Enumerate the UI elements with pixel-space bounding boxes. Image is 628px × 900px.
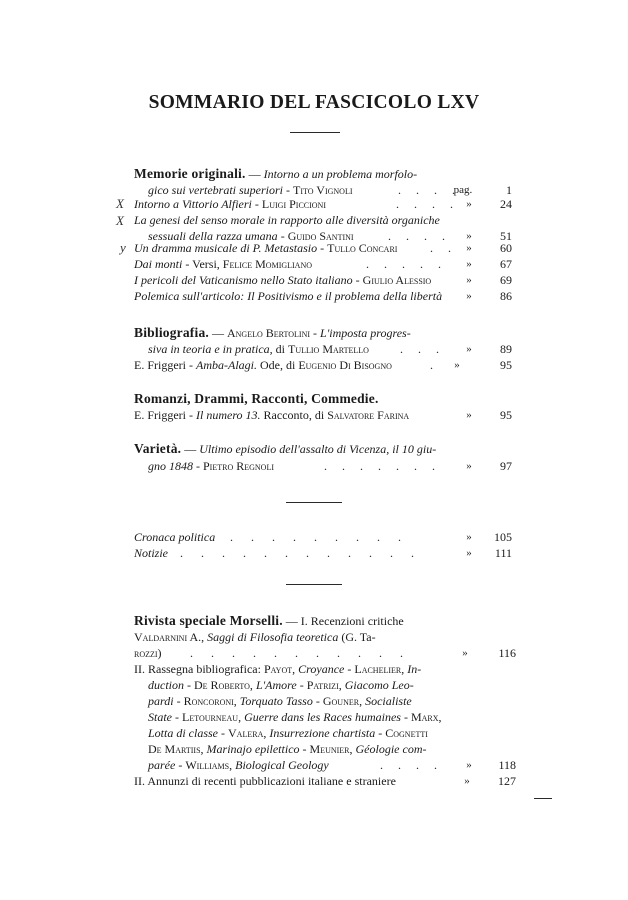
memorie-entry-4-page: 60 — [500, 241, 512, 255]
bibliografia-entry-1-page: 89 — [500, 342, 512, 356]
rivista-r1-page: 116 — [498, 646, 516, 660]
cronaca-label: Cronaca politica — [134, 530, 216, 544]
varieta-entry-1-page: 97 — [500, 459, 512, 473]
document-page: SOMMARIO DEL FASCICOLO LXV Memorie originali. — Intorno a un problema morfolo- gico sui vertebrati superiori - Tito Vignoli . . . . pag. 1 X Intorno a Vittorio Alfieri - Luigi Piccioni . . . . » 24 X La genesi del senso morale in rapporto alle diversità organiche sessuali della razza umana - Guido Santini . . . . » 51 y Un dramma musicale di P. Metastasio - Tullo Concari . . » 60 Dai monti - Versi, Felice Momigliano . . . . . » 67 I pericoli del Vaticanismo nello Stato italiano - Giulio Alessio » 69 Polemica sull'articolo: Il Positivismo e il problema della libertà » 86 Bibliografia. — Angelo Bertolini - L'imposta progres- siva in teoria e in pratica, di Tullio Martello . . . » 89 E. Friggeri - Amba-Alagi. Ode, di Eugenio Di Bisogno . » 95 Romanzi, Drammi, Racconti, Commedie. E. Friggeri - Il numero 13. Racconto, di Salvatore Farina » 95 Varietà. — Ultimo episodio dell'assalto di Vicenza, il 10 giu- gno 1848 - Pietro Regnoli . . . . . . . » 97 Cronaca politica . . . . . . . . . » 105 Notizie . . . . . . . . . . . . » 111 Rivista speciale Morselli. — I. Recenzioni critiche Valdarnini A., Saggi di Filosofia teoretica (G. Ta- rozzi) . . . . . . . . . . . » 116 II. Rassegna bibliografica: Payot, Croyance - Lachelier, In- duction - De Roberto, L'Amore - Patrizi, Giacomo Leo- pardi - Roncoroni, Torquato Tasso - Gouner, Socialiste State - Letourneau, Guerre dans les Races humaines - Marx, Lotta di classe - Valera, Insurrezione chartista - Cognetti De Martiis, Marinajo epilettico - Meunier, Géologie com- parée - Williams, Biological Geology . . . . » 118 II. Annunzi di recenti pubblicazioni italiane e straniere » 127 — [0, 0, 628, 900]
romanzi-entry-1-page: 95 — [500, 408, 512, 422]
varieta-heading: Varietà. — [134, 441, 182, 456]
x-mark-3: y — [120, 240, 126, 255]
page-title: SOMMARIO DEL FASCICOLO LXV — [148, 92, 480, 113]
section-rule-2 — [286, 584, 342, 585]
memorie-entry-5-page: 67 — [500, 257, 512, 271]
x-mark-1: X — [116, 196, 124, 211]
memorie-entry-6-page: 69 — [500, 273, 512, 287]
memorie-entry-1-author: Tito Vignoli — [293, 183, 353, 197]
section-rule-1 — [286, 502, 342, 503]
end-rule — [534, 798, 552, 799]
memorie-entry-3-page: 51 — [500, 229, 512, 243]
notizie-label: Notizie — [134, 546, 169, 560]
memorie-heading: Memorie originali. — [134, 166, 246, 181]
memorie-entry-1-title: Intorno a un problema morfolo- — [263, 167, 418, 181]
memorie-entry-7-page: 86 — [500, 289, 512, 303]
title-rule — [290, 132, 340, 133]
cronaca-page: 105 — [494, 530, 512, 544]
rivista-r3-page: 127 — [498, 774, 516, 788]
bibliografia-heading: Bibliografia. — [134, 325, 209, 340]
memorie-entry-2-page: 24 — [500, 197, 512, 211]
bibliografia-entry-2-page: 95 — [500, 358, 512, 372]
romanzi-heading: Romanzi, Drammi, Racconti, Commedie. — [134, 391, 379, 406]
rivista-heading: Rivista speciale Morselli. — [134, 613, 283, 628]
memorie-entry-1-page: 1 — [506, 183, 512, 197]
x-mark-2: X — [116, 213, 124, 228]
notizie-page: 111 — [494, 546, 512, 560]
rivista-r2-page: 118 — [498, 758, 516, 772]
